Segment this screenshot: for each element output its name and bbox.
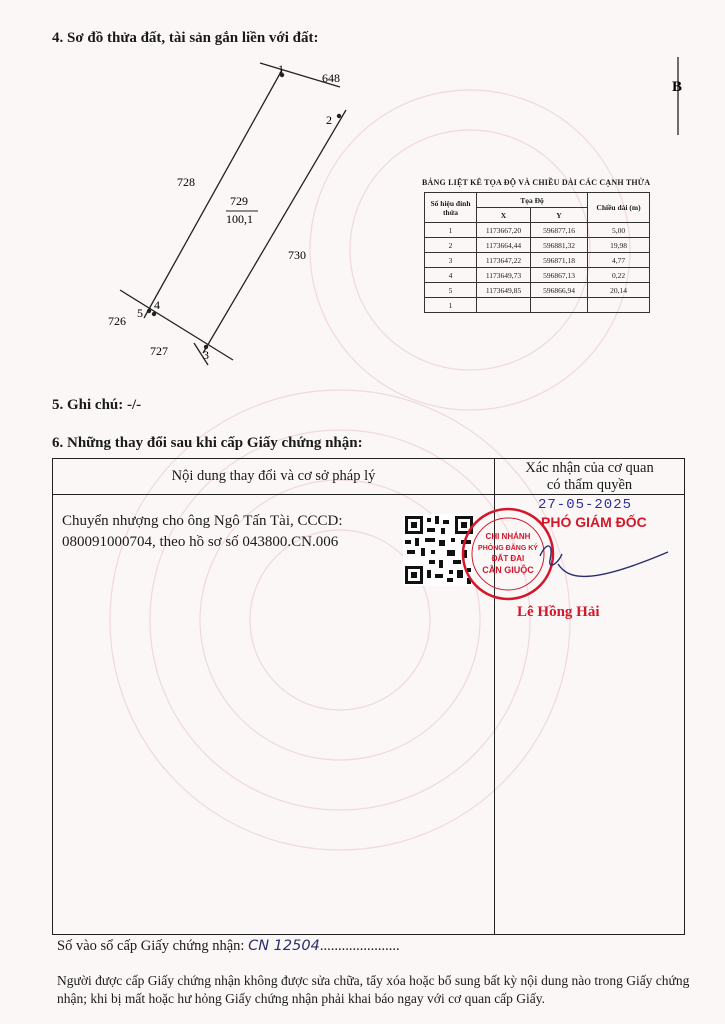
table-row: 5 1173649,85 596866,94 20,14 <box>425 283 650 298</box>
vertex-5-label: 5 <box>137 306 143 320</box>
north-arrow-label: B <box>672 79 683 95</box>
svg-text:ĐẤT ĐAI: ĐẤT ĐAI <box>491 554 525 563</box>
table-row: 2 1173664,44 596881,32 19,98 <box>425 238 650 253</box>
parcel-area-label: 100,1 <box>226 212 253 226</box>
vertex-5-point <box>147 309 151 313</box>
vertex-2-label: 2 <box>326 113 332 127</box>
signer-name: Lê Hồng Hải <box>517 604 600 620</box>
signer-position: PHÓ GIÁM ĐỐC <box>541 514 647 530</box>
table-row: 3 1173647,22 596871,18 4,77 <box>425 253 650 268</box>
svg-text:PHÒNG ĐĂNG KÝ: PHÒNG ĐĂNG KÝ <box>478 545 538 552</box>
change-description: Chuyển nhượng cho ông Ngô Tấn Tài, CCCD: 080091000704, theo hồ sơ số 043800.CN.006 <box>62 513 343 550</box>
changes-table <box>52 458 685 935</box>
parcel-number-label: 729 <box>230 194 248 208</box>
section-6-heading: 6. Những thay đổi sau khi cấp Giấy chứng nhận: <box>52 435 363 451</box>
coordinate-table <box>424 192 650 313</box>
header-divider <box>53 494 684 495</box>
registry-line: Số vào sổ cấp Giấy chứng nhận: CN 12504...................... <box>57 938 400 954</box>
neighbor-bottom-label: 727 <box>150 344 168 358</box>
vertex-1-label: 1 <box>278 62 284 76</box>
head-vertex: Số hiệu đỉnh thửa <box>425 193 477 223</box>
footer-note: Người được cấp Giấy chứng nhận không được sửa chữa, tẩy xóa hoặc bổ sung bất kỳ nội dung nào trong Giấy chứng nhận; khi bị mất hoặc hư hỏng Giấy chứng nhận phải khai báo ngay với cơ quan cấp Giấy. <box>57 973 690 1006</box>
neighbor-right-label: 730 <box>288 248 306 262</box>
registry-number: CN 12504 <box>248 938 320 954</box>
head-coord: Tọa Độ <box>477 193 588 208</box>
section-5-heading: 5. Ghi chú: -/- <box>52 397 142 413</box>
vertex-4-point <box>152 312 156 316</box>
svg-text:CHI NHÁNH: CHI NHÁNH <box>485 532 531 541</box>
neighbor-top-label: 648 <box>322 71 340 85</box>
column-header-content: Nội dung thay đổi và cơ sở pháp lý <box>171 468 376 484</box>
vertex-3-label: 3 <box>203 348 209 362</box>
head-length: Chiều dài (m) <box>588 193 650 223</box>
land-plot-diagram <box>100 55 400 375</box>
table-row: 4 1173649,73 596867,13 0,22 <box>425 268 650 283</box>
signature <box>528 534 678 594</box>
section-4-heading: 4. Sơ đồ thửa đất, tài sản gắn liền với đất: <box>52 30 319 46</box>
vertex-4-label: 4 <box>154 298 160 312</box>
plot-boundary-bottom <box>120 290 233 360</box>
plot-boundary-right <box>203 110 346 353</box>
head-x: X <box>477 208 531 223</box>
coord-table-title: BẢNG LIỆT KÊ TỌA ĐỘ VÀ CHIỀU DÀI CÁC CẠNH THỬA <box>422 178 651 187</box>
north-arrow <box>665 55 695 140</box>
table-row: 1 1173667,20 596877,16 5,00 <box>425 223 650 238</box>
neighbor-left-label: 728 <box>177 175 195 189</box>
registry-label: Số vào sổ cấp Giấy chứng nhận: <box>57 938 249 954</box>
table-row: 1 <box>425 298 650 313</box>
neighbor-bottom-left-label: 726 <box>108 314 126 328</box>
confirmation-date: 27-05-2025 <box>538 497 633 513</box>
column-header-authority: Xác nhận của cơ quan có thẩm quyền <box>525 460 654 493</box>
vertex-2-point <box>337 114 341 118</box>
svg-text:CẦN GIUỘC: CẦN GIUỘC <box>482 565 534 575</box>
head-y: Y <box>531 208 588 223</box>
plot-boundary-left <box>144 70 282 318</box>
